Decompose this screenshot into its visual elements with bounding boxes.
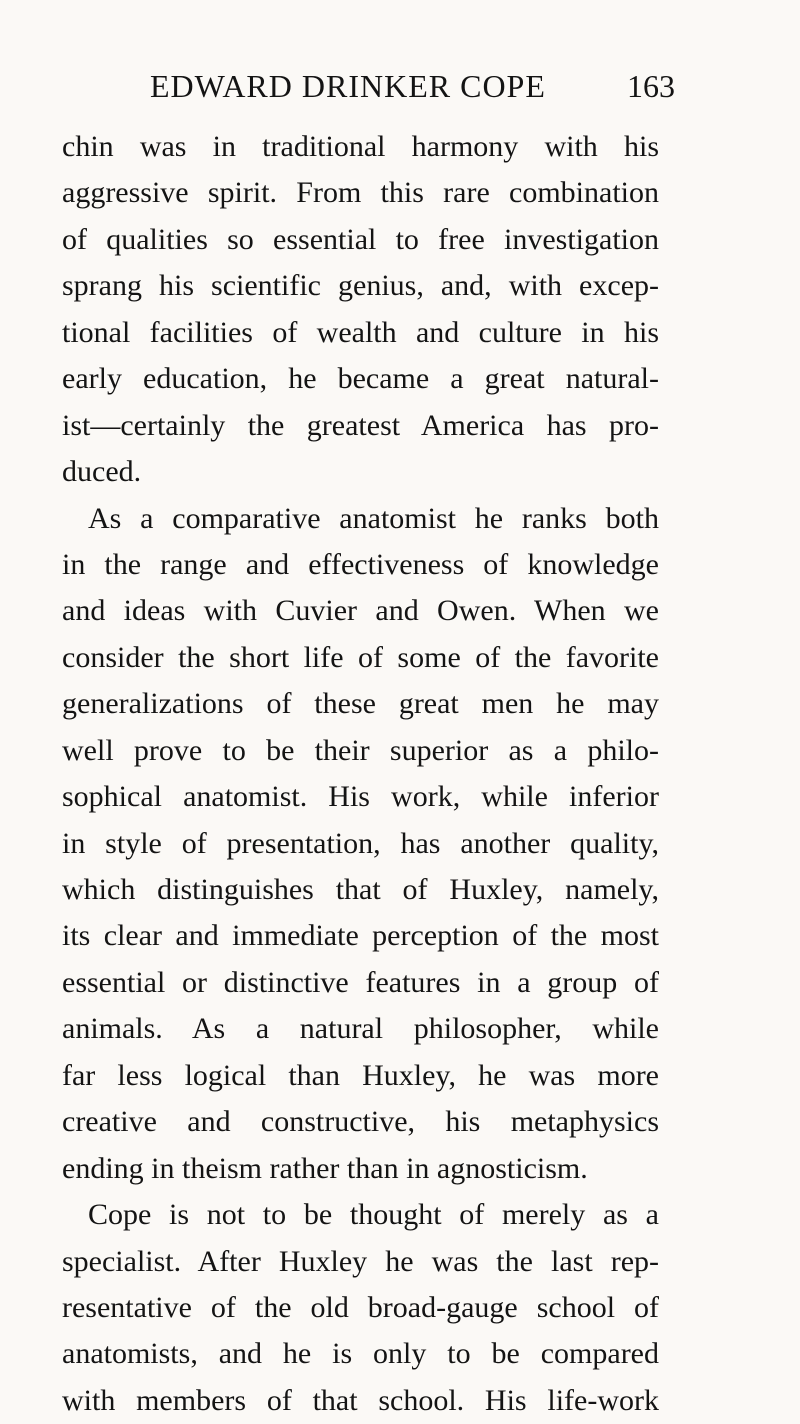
page-number: 163 [627,68,675,104]
running-title: EDWARD DRINKER COPE [150,68,546,104]
paragraph-3 [62,1192,659,1424]
text-line: Cope is not to be thought of merely as a [88,1198,659,1232]
text-line: animals. As a natural philosopher, while [62,1012,659,1046]
text-line: duced. [62,455,142,489]
body-text [62,124,659,1424]
text-line: of qualities so essential to free investigation [62,222,659,256]
text-line: anatomists, and he is only to be compared [62,1337,659,1371]
running-head [150,66,670,106]
text-line: specialist. After Huxley he was the last rep- [62,1244,659,1278]
text-line: in style of presentation, has another quality, [62,826,659,860]
text-line: tional facilities of wealth and culture in his [62,315,659,349]
text-line: far less logical than Huxley, he was more [62,1058,659,1092]
text-line: creative and constructive, his metaphysics [62,1105,659,1139]
text-line: sprang his scientific genius, and, with excep- [62,269,659,303]
paragraph-2 [62,496,659,1193]
text-line: sophical anatomist. His work, while inferior [62,780,659,814]
text-line: generalizations of these great men he may [62,687,659,721]
text-line: with members of that school. His life-work [62,1383,659,1417]
text-line: As a comparative anatomist he ranks both [88,501,659,535]
text-line: resentative of the old broad-gauge school of [62,1290,659,1324]
text-line: well prove to be their superior as a philo- [62,733,659,767]
text-line: essential or distinctive features in a group of [62,965,659,999]
paragraph-1 [62,124,659,496]
text-line: which distinguishes that of Huxley, namely, [62,873,659,906]
text-line: its clear and immediate perception of the most [62,919,659,953]
text-line: in the range and effectiveness of knowledge [62,547,659,581]
text-line: aggressive spirit. From this rare combination [62,176,659,210]
text-line: ending in theism rather than in agnosticism. [62,1151,588,1185]
text-line: ist—certainly the greatest America has pro- [62,408,659,442]
text-line: early education, he became a great natural- [62,362,659,396]
text-line: and ideas with Cuvier and Owen. When we [62,594,659,628]
text-line: chin was in traditional harmony with his [62,130,659,163]
text-line: consider the short life of some of the favorite [62,640,659,674]
